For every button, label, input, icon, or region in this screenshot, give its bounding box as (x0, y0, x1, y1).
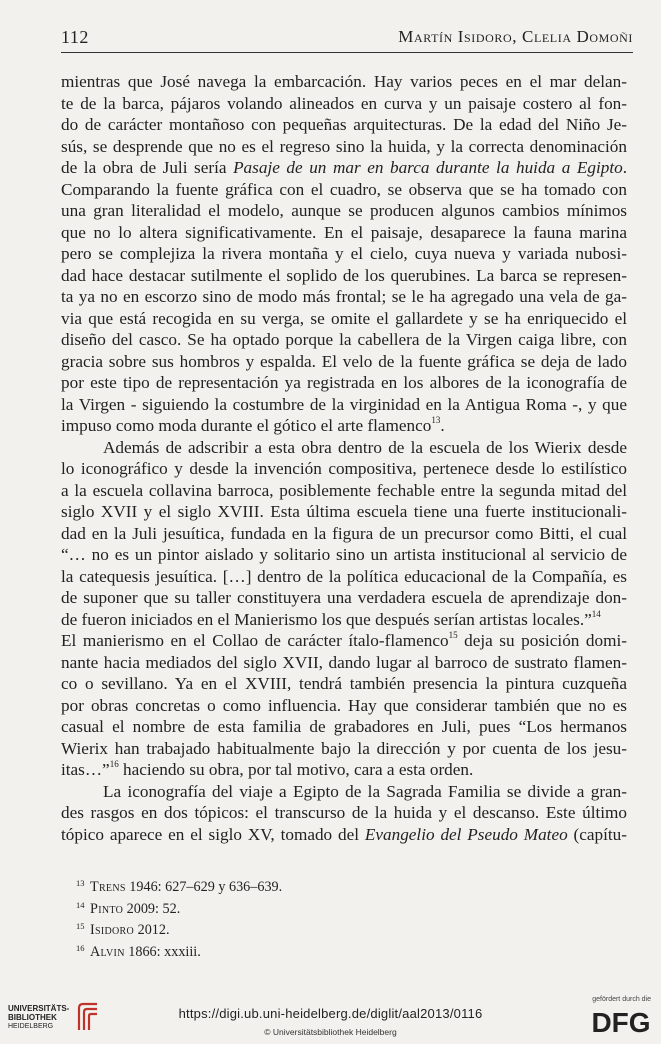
footnote-ref[interactable]: 14 (591, 608, 601, 619)
text-segment: do de carácter montañoso con pequeñas arquitecturas. De la edad del Niño Je- (61, 115, 627, 134)
text-line (61, 566, 627, 588)
page-number: 112 (61, 27, 89, 47)
dfg-logo-icon (591, 1007, 651, 1035)
text-line (61, 222, 627, 244)
text-line (61, 652, 627, 674)
text-line (61, 114, 627, 136)
text-line (61, 351, 627, 373)
digital-library-link[interactable]: https://digi.ub.uni-heidelberg.de/diglit/aal2013/0116 (178, 1006, 483, 1021)
text-segment: a la escuela collavina barroca, posiblemente fechable entre la segunda mitad del (61, 480, 627, 500)
text-line (61, 157, 627, 179)
body-text (61, 71, 627, 845)
footnote-number: 14 (76, 899, 85, 910)
text-segment: Wierix han trabajado habitualmente bajo la dirección y por cuenta de los jesu- (61, 738, 627, 758)
text-line (61, 480, 627, 502)
funder-logo[interactable] (589, 996, 651, 1036)
footnote (60, 897, 620, 919)
footnote-author: Pinto (90, 900, 124, 917)
text-segment: . (440, 416, 445, 435)
text-segment: via que está recogida en su verga, se omite el gallardete y se ha enriquecido el (61, 308, 627, 328)
text-line (61, 781, 627, 803)
text-segment: pero se complejiza la rivera montaña y el cielo, cuya nueva y variada nubosi- (61, 244, 627, 263)
text-segment: te de la barca, pájaros volando alineados en curva y un paisaje costero al fon- (61, 93, 627, 113)
text-line (61, 759, 627, 781)
footnote-citation: 1866: xxxiii. (124, 943, 201, 960)
footnote-citation: 2009: 52. (123, 900, 181, 917)
text-segment: co o sevillano. Ya en el XVIII, tendrá también presencia la pintura cuzqueña (61, 674, 627, 693)
text-segment: haciendo su obra, por tal motivo, cara a esta orden. (118, 760, 474, 779)
text-line (61, 265, 627, 287)
text-line (61, 695, 627, 717)
italic-title: Pasaje de un mar en barca durante la huida a Egipto (233, 158, 623, 177)
text-line (61, 200, 627, 222)
text-segment: siglo XVII y el siglo XVIII. Esta última escuela tiene una fuerte institucionali- (61, 502, 627, 521)
text-line (61, 716, 627, 738)
text-segment: de fueron iniciados en el Manierismo los que después serían artistas locales.” (61, 609, 592, 629)
footer (0, 990, 661, 1044)
text-segment: sús, se desprende que no es el regreso sino la huida, y la correcta denominación (61, 136, 627, 156)
text-line (61, 179, 627, 201)
text-segment: Además de adscribir a esta obra dentro de la escuela de los Wierix desde (103, 437, 627, 457)
text-line (61, 243, 627, 265)
text-line (61, 630, 627, 652)
footnote (60, 918, 620, 940)
text-segment: gracia sobre sus hombros y espalda. El velo de la fuente gráfica se deja de lado (61, 351, 627, 371)
text-line (61, 93, 627, 115)
footnote-citation: 1946: 627–629 y 636–639. (125, 879, 283, 895)
italic-title: Evangelio del Pseudo Mateo (364, 824, 568, 844)
svg-text:DFG: DFG (591, 1007, 651, 1035)
text-line (61, 394, 627, 416)
text-segment: una gran literalidad el modelo, aunque se producen algunos cambios mínimos (61, 201, 627, 220)
text-segment: la Virgen - siguiendo la costumbre de la virginidad en la Antigua Roma -, y que (61, 394, 627, 414)
text-segment: tópico aparece en el siglo XV, tomado del (61, 824, 365, 844)
text-segment: lo iconográfico y desde la invención compositiva, pertenece desde lo estilístico (61, 459, 627, 478)
text-line (61, 372, 627, 394)
text-segment: casual el nombre de esta familia de grabadores en Juli, pues “Los hermanos (61, 717, 627, 736)
footnote-ref[interactable]: 16 (109, 759, 119, 769)
footnote (60, 875, 620, 897)
text-segment: des rasgos en dos tópicos: el transcurso de la huida y el descanso. Este último (61, 803, 627, 822)
text-line (61, 609, 627, 631)
text-segment: por este tipo de representación ya registrada en los albores de la iconografía de (61, 373, 627, 392)
text-segment: dad hace destacar sutilmente el soplido de los querubines. La barca se represen- (61, 265, 627, 285)
text-segment: de suponer que su taller constituyera una verdadera escuela de aprendizaje don- (61, 588, 627, 607)
text-segment: la catequesis jesuítica. […] dentro de la política educacional de la Compañía, es (61, 566, 627, 586)
footnote-ref[interactable]: 15 (448, 630, 458, 640)
running-head: Martín Isidoro, Clelia Domoñi (398, 27, 633, 46)
text-segment: nante hacia mediados del siglo XVII, dando lugar al barroco de sustrato flamen- (61, 652, 627, 672)
text-segment: La iconografía del viaje a Egipto de la Sagrada Familia se divide a gran- (103, 781, 627, 801)
text-line (61, 544, 627, 566)
text-line (61, 329, 627, 351)
text-segment: “… no es un pintor aislado y solitario sino un artista institucional al servicio de (61, 545, 627, 564)
text-line (61, 458, 627, 480)
text-line (61, 523, 627, 545)
text-segment: (capítu- (567, 824, 627, 844)
text-line (61, 738, 627, 760)
text-segment: Comparando la fuente gráfica con el cuadro, se observa que se ha tomado con (61, 179, 627, 199)
text-line (61, 673, 627, 695)
footnote-number: 15 (76, 921, 85, 931)
footnotes (60, 875, 620, 961)
text-line (61, 308, 627, 330)
footnote-author: Alvin (90, 943, 125, 960)
text-segment: diseño del casco. Se ha optado porque la cabellera de la Virgen caiga libre, con (61, 330, 627, 349)
page-header (61, 27, 633, 53)
header-rule (61, 52, 633, 53)
text-segment: mientras que José navega la embarcación. Hay varios peces en el mar delan- (61, 72, 627, 91)
footnote-number: 13 (76, 878, 85, 888)
text-line (61, 587, 627, 609)
text-segment: . (622, 158, 627, 177)
footnote-citation: 2012. (134, 922, 170, 938)
text-line (61, 136, 627, 158)
text-segment: El manierismo en el Collao de carácter ítalo-flamenco (61, 631, 449, 650)
text-segment: ta ya no en escorzo sino de modo más frontal; se le ha agregado una vela de ga- (61, 287, 627, 306)
text-segment: dad en la Juli jesuítica, fundada en la figura de un precursor como Bitti, el cual (61, 523, 627, 543)
footnote (60, 940, 620, 962)
text-segment: de la obra de Juli sería (61, 158, 234, 177)
text-segment: que no lo altera significativamente. En el paisaje, desaparece la fauna marina (61, 222, 627, 242)
text-segment: impuso como moda durante el gótico el arte flamenco (61, 416, 432, 435)
footnote-author: Trens (90, 879, 126, 895)
text-line (61, 501, 627, 523)
library-name: UNIVERSITÄTS- BIBLIOTHEK HEIDELBERG (8, 1004, 70, 1030)
text-line (61, 802, 627, 824)
text-segment: por obras concretas o como influencia. Hay que considerar también que no es (61, 695, 627, 715)
text-line (61, 415, 627, 437)
footnote-ref[interactable]: 13 (431, 415, 441, 425)
footnote-number: 16 (76, 942, 85, 953)
footnote-author: Isidoro (90, 922, 135, 938)
text-segment: deja su posición domi- (457, 631, 627, 650)
text-segment: itas…” (61, 760, 110, 779)
text-line (61, 71, 627, 93)
funder-label: gefördert durch die (592, 996, 651, 1003)
text-line (61, 286, 627, 308)
text-line (61, 437, 627, 459)
text-line (61, 824, 627, 846)
copyright-notice: © Universitätsbibliothek Heidelberg (264, 1027, 397, 1037)
